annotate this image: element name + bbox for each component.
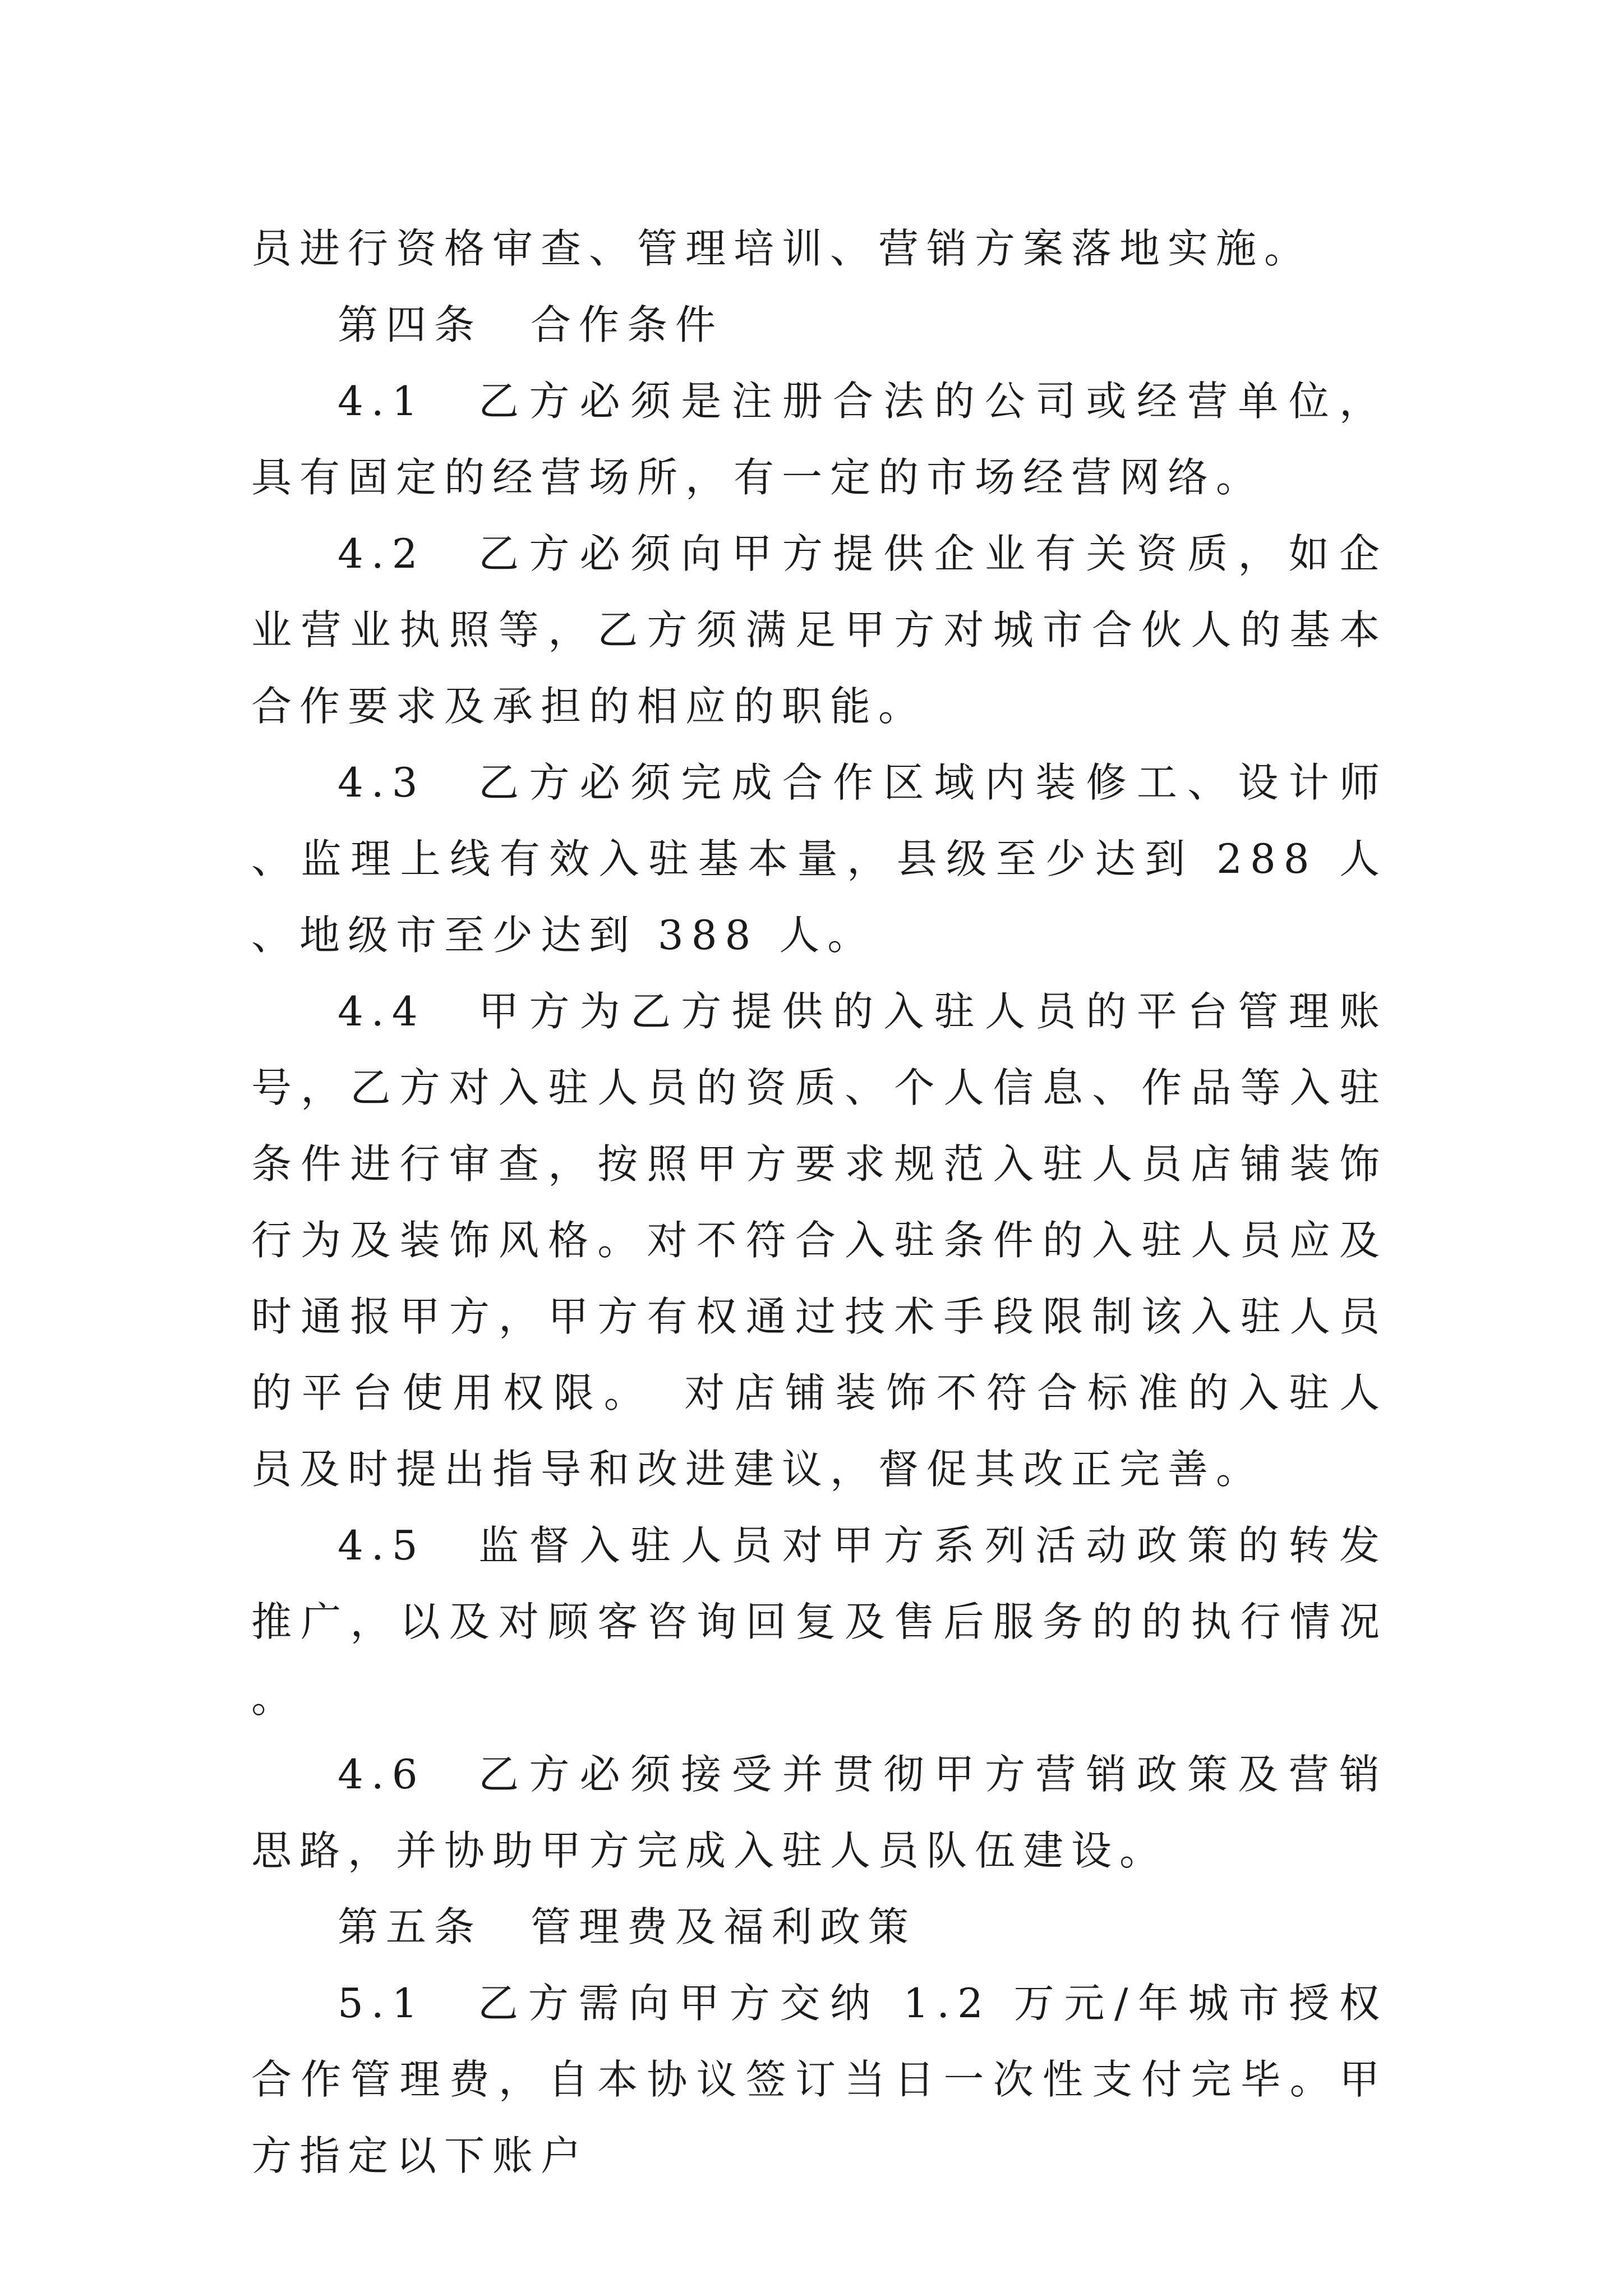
- clause-4-3: 4.3 乙方必须完成合作区域内装修工、设计师、监理上线有效入驻基本量，县级至少达到 288 人、地级市至少达到 388 人。: [251, 759, 1387, 959]
- clause-4-6: 4.6 乙方必须接受并贯彻甲方营销政策及营销思路，并协助甲方完成入驻人员队伍建设。: [251, 1751, 1387, 1874]
- clause-5-1: 5.1 乙方需向甲方交纳 1.2 万元/年城市授权合作管理费，自本协议签订当日一次性支付完毕。甲方指定以下账户: [251, 1980, 1387, 2179]
- clause-4-4: 4.4 甲方为乙方提供的入驻人员的平台管理账号，乙方对入驻人员的资质、个人信息、作品等入驻条件进行审查，按照甲方要求规范入驻人员店铺装饰行为及装饰风格。对不符合入驻条件的入驻人员应及时通报甲方，甲方有权通过技术手段限制该入驻人员的平台使用权限。 对店铺装饰不符合标准的入驻人员及时提出指导和改进建议，督促其改正完善。: [251, 988, 1387, 1493]
- paragraph-continuation: 员进行资格审查、管理培训、营销方案落地实施。: [251, 225, 1313, 272]
- article-4-heading: 第四条 合作条件: [338, 301, 724, 348]
- article-5-heading: 第五条 管理费及福利政策: [338, 1903, 917, 1950]
- clause-4-1: 4.1 乙方必须是注册合法的公司或经营单位，具有固定的经营场所，有一定的市场经营网络。: [251, 378, 1387, 501]
- clause-4-2: 4.2 乙方必须向甲方提供企业有关资质，如企业营业执照等，乙方须满足甲方对城市合伙人的基本合作要求及承担的相应的职能。: [251, 530, 1387, 730]
- document-body: [251, 210, 1387, 2194]
- clause-4-5: 4.5 监督入驻人员对甲方系列活动政策的转发推广，以及对顾客咨询回复及售后服务的的执行情况。: [251, 1522, 1387, 1722]
